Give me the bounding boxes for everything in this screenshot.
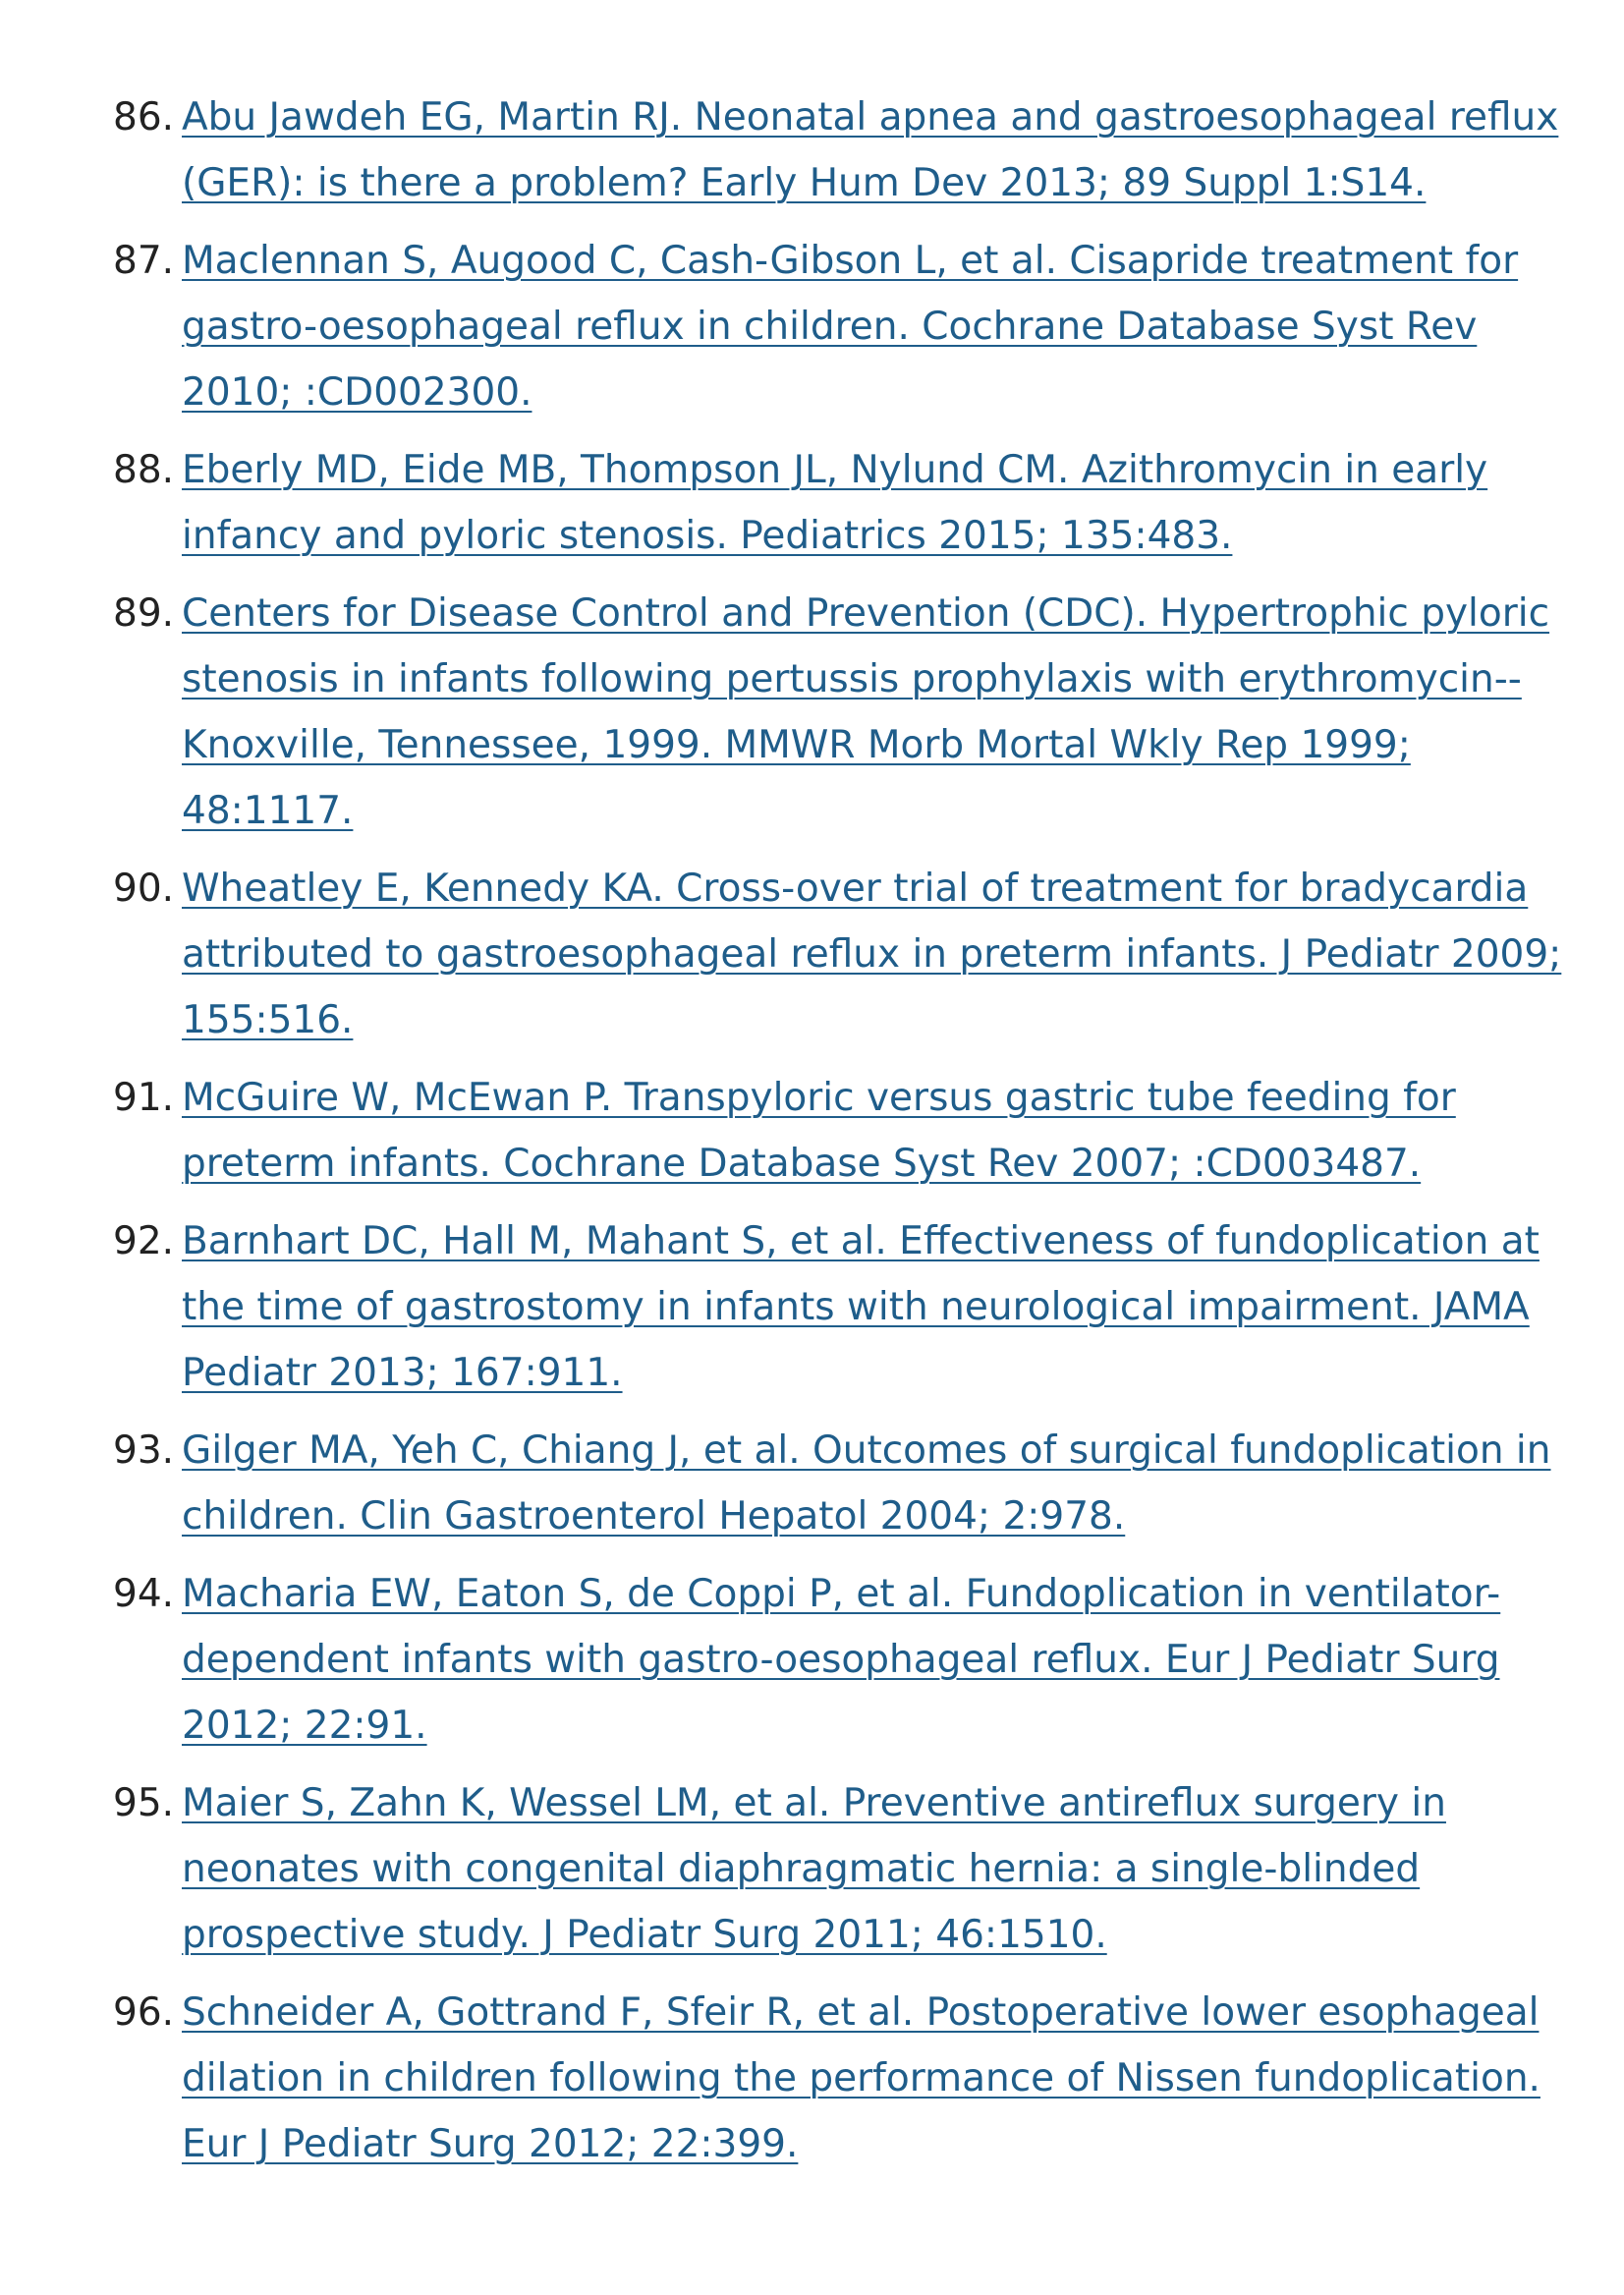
reference-item (0, 1208, 1624, 1406)
reference-number: 91. (113, 1076, 175, 1120)
reference-number: 89. (113, 591, 175, 636)
reference-link[interactable]: Schneider A, Gottrand F, Sfeir R, et al. Postoperative lower esophageal dilation in children following the performance of Nissen fundoplication. Eur J Pediatr Surg 2012; 22:399. (182, 1990, 1540, 2166)
reference-item (0, 581, 1624, 844)
reference-link[interactable]: McGuire W, McEwan P. Transpyloric versus gastric tube feeding for preterm infants. Cochrane Database Syst Rev 2007; :CD003487. (182, 1076, 1456, 1186)
reference-item (0, 437, 1624, 569)
reference-item (0, 228, 1624, 425)
reference-number: 94. (113, 1572, 175, 1616)
reference-link[interactable]: Macharia EW, Eaton S, de Coppi P, et al. Fundoplication in ventilator-dependent infants with gastro-oesophageal reflux. Eur J Pediatr Surg 2012; 22:91. (182, 1572, 1501, 1748)
reference-number: 93. (113, 1428, 175, 1473)
reference-item (0, 1418, 1624, 1549)
reference-item (0, 84, 1624, 216)
reference-item (0, 1065, 1624, 1197)
reference-item (0, 1980, 1624, 2177)
reference-link[interactable]: Eberly MD, Eide MB, Thompson JL, Nylund CM. Azithromycin in early infancy and pyloric stenosis. Pediatrics 2015; 135:483. (182, 448, 1488, 558)
reference-link[interactable]: Maclennan S, Augood C, Cash-Gibson L, et al. Cisapride treatment for gastro-oesophageal reflux in children. Cochrane Database Syst Rev 2010; :CD002300. (182, 239, 1519, 415)
reference-item (0, 1561, 1624, 1759)
reference-item (0, 1770, 1624, 1968)
reference-number: 88. (113, 448, 175, 492)
reference-list (0, 84, 1624, 2189)
reference-number: 86. (113, 95, 175, 140)
reference-number: 92. (113, 1219, 175, 1263)
reference-link[interactable]: Abu Jawdeh EG, Martin RJ. Neonatal apnea and gastroesophageal reflux (GER): is there a problem? Early Hum Dev 2013; 89 Suppl 1:S14. (182, 95, 1559, 205)
reference-link[interactable]: Centers for Disease Control and Prevention (CDC). Hypertrophic pyloric stenosis in infants following pertussis prophylaxis with erythromycin--Knoxville, Tennessee, 1999. MMWR Morb Mortal Wkly Rep 1999; 48:1117. (182, 591, 1550, 833)
reference-number: 96. (113, 1990, 175, 2035)
reference-link[interactable]: Barnhart DC, Hall M, Mahant S, et al. Effectiveness of fundoplication at the time of gastrostomy in infants with neurological impairment. JAMA Pediatr 2013; 167:911. (182, 1219, 1540, 1395)
reference-link[interactable]: Wheatley E, Kennedy KA. Cross-over trial of treatment for bradycardia attributed to gastroesophageal reflux in preterm infants. J Pediatr 2009; 155:516. (182, 867, 1562, 1042)
reference-item (0, 856, 1624, 1053)
reference-number: 90. (113, 867, 175, 911)
reference-number: 95. (113, 1781, 175, 1825)
reference-number: 87. (113, 239, 175, 283)
reference-link[interactable]: Maier S, Zahn K, Wessel LM, et al. Preventive antireflux surgery in neonates with congenital diaphragmatic hernia: a single-blinded prospective study. J Pediatr Surg 2011; 46:1510. (182, 1781, 1446, 1957)
reference-link[interactable]: Gilger MA, Yeh C, Chiang J, et al. Outcomes of surgical fundoplication in children. Clin Gastroenterol Hepatol 2004; 2:978. (182, 1428, 1551, 1539)
